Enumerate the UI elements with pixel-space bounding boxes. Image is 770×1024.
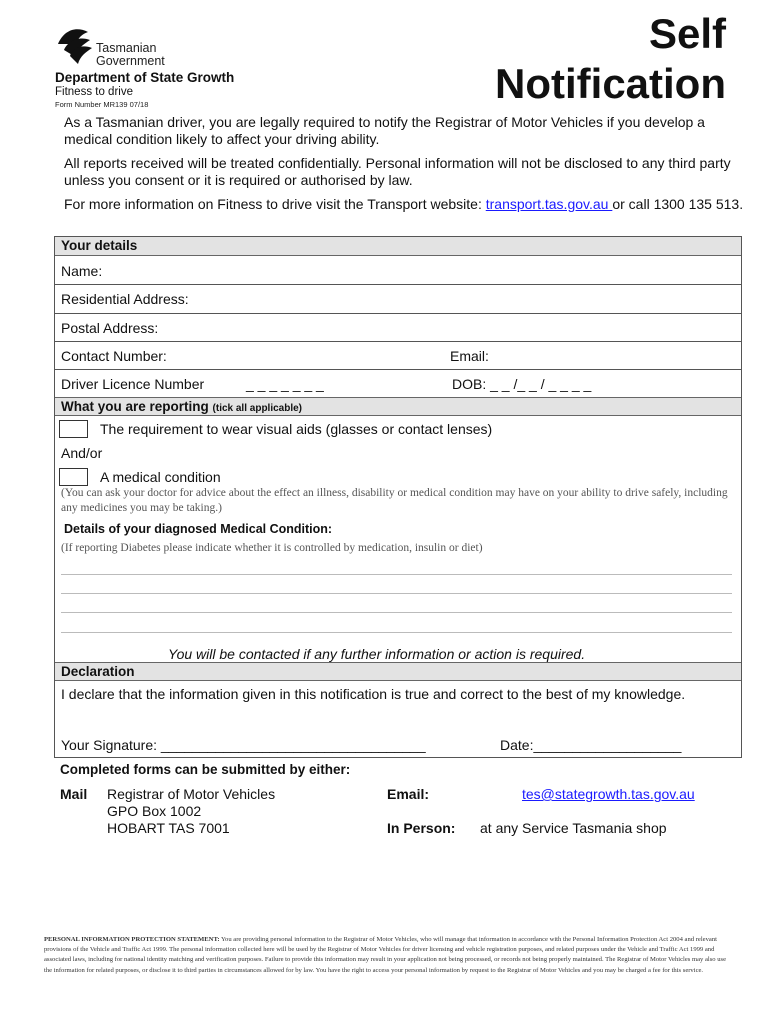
details-line-2[interactable] (61, 593, 732, 594)
postal-address-input[interactable] (175, 316, 730, 340)
contact-number-input[interactable] (185, 344, 445, 368)
section-header-your-details: Your details (55, 237, 741, 256)
form-number: Form Number MR139 07/18 (55, 100, 149, 109)
divider (55, 313, 741, 314)
medical-details-heading: Details of your diagnosed Medical Condition: (64, 522, 333, 536)
department-name: Department of State Growth (55, 70, 235, 85)
doctor-advice-note: (You can ask your doctor for advice about the effect an illness, disability or medical condition may have on your ability to drive safely, including any medicines you may be taking.) (61, 487, 728, 514)
details-line-1[interactable] (61, 574, 732, 575)
intro-paragraph-1: As a Tasmanian driver, you are legally required to notify the Registrar of Motor Vehicles if you develop a medical condition likely to affect your driving ability. (64, 114, 705, 147)
and-or-label: And/or (61, 445, 103, 461)
page-title-line1: Self (648, 10, 726, 57)
page-title-line2: Notification (495, 60, 726, 107)
contact-number-label: Contact Number: (61, 348, 167, 364)
medical-condition-checkbox[interactable] (59, 468, 88, 486)
signature-field[interactable]: Your Signature: __________________________________ (61, 737, 426, 753)
divider (55, 284, 741, 285)
divider (55, 341, 741, 342)
intro-paragraph-2: All reports received will be treated confidentially. Personal information will not be disclosed to any third party unless you consent or it is required or authorised by law. (64, 155, 731, 188)
details-line-4[interactable] (61, 632, 732, 633)
medical-condition-label: A medical condition (100, 469, 221, 485)
name-input[interactable] (170, 258, 730, 282)
email-input[interactable] (500, 344, 730, 368)
postal-address-label: Postal Address: (61, 320, 159, 336)
driver-licence-input[interactable]: _ _ _ _ _ _ _ (246, 376, 324, 392)
section-header-reporting: What you are reporting (tick all applicable) (55, 397, 741, 416)
name-label: Name: (61, 263, 103, 279)
dob-input[interactable]: DOB: _ _ /_ _ / _ _ _ _ (452, 376, 592, 392)
intro-paragraph-3: For more information on Fitness to drive visit the Transport website: transport.tas.gov.au or call 1300 135 513. (64, 196, 744, 212)
contact-note: You will be contacted if any further information or action is required. (168, 646, 586, 662)
privacy-statement: PERSONAL INFORMATION PROTECTION STATEMENT: You are providing personal information to the Registrar of Motor Vehicles, who will manage that information in accordance with the Personal Information Protection Act 2004 and relevant provisions of the Vehicle and Traffic Act 1999. The personal information collected here will be used by the Registrar of Motor Vehicles for driver licensing and vehicle registration purposes, and related purposes under the Vehicle and Traffic Act 1999 and associated laws, including for national identity matching and verification purposes. Failure to provide this information may result in your application not being processed, or records not being properly maintained. The Registrar of Motor Vehicles may also use the information for related purposes, or disclose it to third parties in circumstances allowed for by law. You have the right to access your personal information by request to the Registrar of Motor Vehicles and you may be charged a fee for this service. (44, 936, 727, 974)
diabetes-note: (If reporting Diabetes please indicate whether it is controlled by medication, insulin or diet) (61, 542, 483, 554)
section-header-declaration: Declaration (55, 662, 741, 681)
in-person-value: at any Service Tasmania shop (480, 820, 667, 836)
email-label: Email: (450, 348, 489, 364)
form-subtitle: Fitness to drive (55, 86, 133, 98)
divider (55, 369, 741, 370)
mail-address: Registrar of Motor Vehicles GPO Box 1002 HOBART TAS 7001 (107, 786, 276, 836)
logo-text: Tasmanian Government (96, 41, 165, 68)
visual-aids-checkbox[interactable] (59, 420, 88, 438)
details-line-3[interactable] (61, 612, 732, 613)
email-submit-label: Email: (387, 786, 430, 802)
date-field[interactable]: Date:___________________ (500, 737, 682, 753)
mail-label: Mail (60, 786, 88, 802)
email-submit-link[interactable]: tes@stategrowth.tas.gov.au (522, 786, 695, 802)
in-person-label: In Person: (387, 820, 456, 836)
residential-address-label: Residential Address: (61, 291, 189, 307)
declaration-text: I declare that the information given in this notification is true and correct to the best of my knowledge. (61, 686, 686, 702)
visual-aids-label: The requirement to wear visual aids (glasses or contact lenses) (100, 421, 493, 437)
submission-heading: Completed forms can be submitted by either: (60, 762, 351, 777)
transport-website-link[interactable]: transport.tas.gov.au (485, 196, 613, 212)
driver-licence-label: Driver Licence Number (61, 376, 205, 392)
residential-address-input[interactable] (210, 287, 730, 311)
